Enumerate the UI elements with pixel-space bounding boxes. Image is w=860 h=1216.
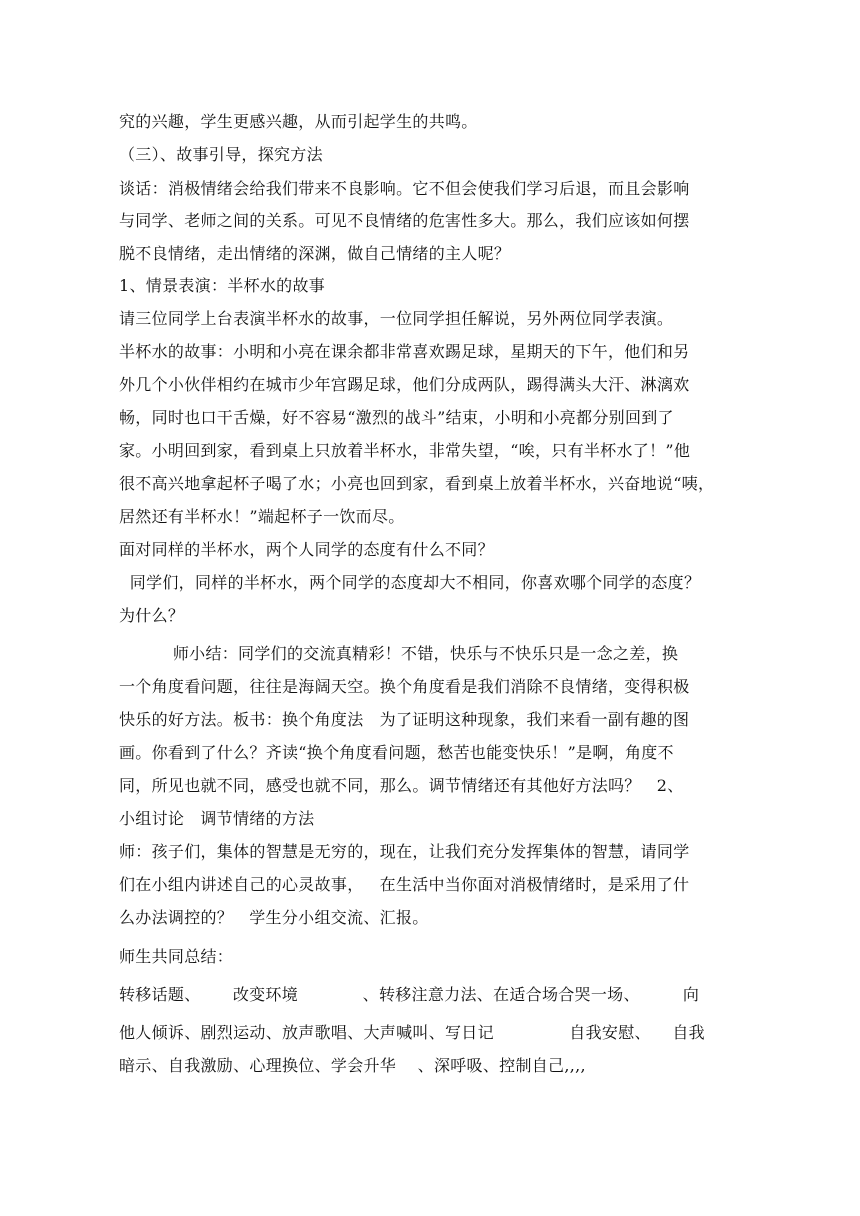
text-line: 家。小明回到家，看到桌上只放着半杯水，非常失望，“唉，只有半杯水了！”他 [119, 441, 691, 460]
text-line: 他人倾诉、剧烈运动、放声歌唱、大声喊叫、写日记 自我安慰、 自我 [119, 1023, 705, 1042]
text-line: 一个角度看问题，往往是海阔天空。换个角度看是我们消除不良情绪，变得积极 [119, 677, 690, 696]
text-line: 为什么？ [119, 606, 185, 625]
text-line: 暗示、自我激励、心理换位、学会升华 、深呼吸、控制自己,,,, [119, 1056, 586, 1075]
text-line: 脱不良情绪，走出情绪的深渊，做自己情绪的主人呢？ [119, 244, 511, 263]
text-line: 居然还有半杯水！”端起杯子一饮而尽。 [119, 507, 405, 526]
text-line: 师生共同总结： [119, 947, 234, 966]
section-heading: （三）、故事引导，探究方法 [119, 145, 323, 164]
text-line: 外几个小伙伴相约在城市少年宫踢足球，他们分成两队，踢得满头大汗、淋漓欢 [119, 375, 690, 394]
text-line: 谈话：消极情绪会给我们带来不良影响。它不但会使我们学习后退，而且会影响 [119, 179, 690, 198]
text-line: 小组讨论 调节情绪的方法 [119, 809, 315, 828]
text-line: 畅，同时也口干舌燥，好不容易“激烈的战斗”结束，小明和小亮都分别回到了 [119, 408, 674, 427]
text-line: 究的兴趣，学生更感兴趣，从而引起学生的共鸣。 [119, 112, 478, 131]
text-line: 半杯水的故事：小明和小亮在课余都非常喜欢踢足球，星期天的下午，他们和另 [119, 342, 690, 361]
subsection-heading: 1、情景表演：半杯水的故事 [119, 276, 326, 295]
text-line: 同，所见也就不同，感受也就不同，那么。调节情绪还有其他好方法吗？ 2、 [119, 776, 684, 795]
text-line: 同学们，同样的半杯水，两个同学的态度却大不相同，你喜欢哪个同学的态度？ [119, 573, 701, 592]
text-line: 画。你看到了什么？齐读“换个角度看问题，愁苦也能变快乐！”是啊，角度不 [119, 743, 674, 762]
text-line: 面对同样的半杯水，两个人同学的态度有什么不同？ [119, 540, 494, 559]
text-line: 快乐的好方法。板书：换个角度法 为了证明这种现象，我们来看一副有趣的图 [119, 710, 690, 729]
text-line: 们在小组内讲述自己的心灵故事， 在生活中当你面对消极情绪时，是采用了什 [119, 875, 690, 894]
text-line: 么办法调控的？ 学生分小组交流、汇报。 [119, 908, 429, 927]
text-line: 师小结：同学们的交流真精彩！不错，快乐与不快乐只是一念之差，换 [119, 644, 679, 663]
text-line: 与同学、老师之间的关系。可见不良情绪的危害性多大。那么，我们应该如何摆 [119, 211, 690, 230]
text-line: 师：孩子们，集体的智慧是无穷的，现在，让我们充分发挥集体的智慧，请同学 [119, 842, 690, 861]
text-line: 转移话题、 改变环境 、转移注意力法、在适合场合哭一场、 向 [119, 985, 700, 1004]
text-line: 很不高兴地拿起杯子喝了水；小亮也回到家，看到桌上放着半杯水，兴奋地说“咦， [119, 474, 715, 493]
text-line: 请三位同学上台表演半杯水的故事，一位同学担任解说，另外两位同学表演。 [119, 309, 674, 328]
